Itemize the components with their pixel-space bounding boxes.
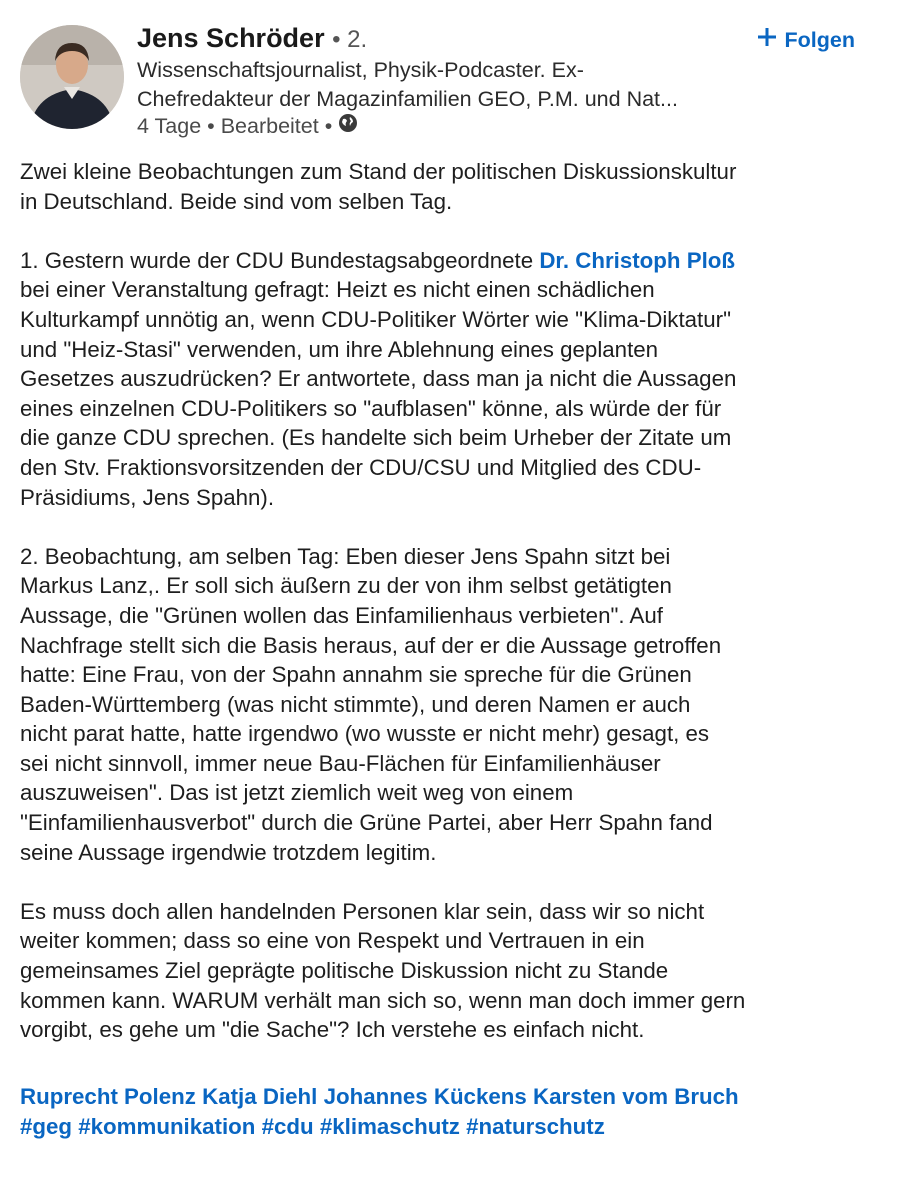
- text-line: Aussage, die "Grünen wollen das Einfamilienhaus verbieten". Auf: [20, 602, 664, 628]
- text-line: Kulturkampf unnötig an, wenn CDU-Politiker Wörter wie "Klima-Diktatur": [20, 306, 731, 332]
- paragraph-observation-1: [20, 246, 888, 512]
- text-line: "Einfamilienhausverbot" durch die Grüne Partei, aber Herr Spahn fand: [20, 810, 713, 836]
- mentions-row: [20, 1082, 888, 1112]
- mention-link[interactable]: Katja Diehl: [202, 1084, 318, 1110]
- text-line: Baden-Württemberg (was nicht stimmte), und deren Namen er auch: [20, 691, 691, 717]
- hashtag-link[interactable]: #naturschutz: [466, 1114, 605, 1139]
- globe-icon: [338, 113, 358, 138]
- post-time: 4 Tage: [137, 113, 202, 138]
- connection-degree: • 2.: [332, 26, 368, 53]
- avatar-photo: [20, 25, 124, 129]
- paragraph-conclusion: [20, 897, 888, 1045]
- text-line: Es muss doch allen handelnden Personen klar sein, dass wir so nicht: [20, 898, 705, 924]
- follow-button[interactable]: [757, 27, 855, 53]
- mentions-and-hashtags: [20, 1082, 888, 1141]
- hashtag-link[interactable]: #klimaschutz: [319, 1114, 460, 1139]
- text-line: hatte: Eine Frau, von der Spahn annahm sie spreche für die Grünen: [20, 662, 692, 688]
- paragraph-intro: [20, 157, 888, 216]
- follow-label: Folgen: [784, 27, 855, 52]
- edited-label: Bearbeitet: [220, 113, 319, 138]
- text-line: Zwei kleine Beobachtungen zum Stand der politischen Diskussionskultur: [20, 159, 737, 184]
- text-line: eines einzelnen CDU-Politikers so "aufblasen" könne, als würde der für: [20, 395, 722, 421]
- text-line: bei einer Veranstaltung gefragt: Heizt es nicht einen schädlichen: [20, 277, 655, 303]
- post-meta: [137, 113, 358, 138]
- paragraph-observation-2: [20, 542, 888, 868]
- mention-link[interactable]: Johannes Kückens: [323, 1084, 527, 1110]
- mention-link[interactable]: Dr. Christoph Ploß: [539, 247, 736, 273]
- text-line: Präsidiums, Jens Spahn).: [20, 484, 275, 510]
- text-line: Markus Lanz,. Er soll sich äußern zu der von ihm selbst getätigten: [20, 573, 672, 599]
- hashtag-link[interactable]: #geg: [20, 1114, 73, 1139]
- text-line: kommen kann. WARUM verhält man sich so, wenn man doch immer gern: [20, 987, 746, 1013]
- text-line: Gesetzes auszudrücken? Er antwortete, dass man ja nicht die Aussagen: [20, 366, 737, 392]
- mention-link[interactable]: Karsten vom Bruch: [533, 1084, 739, 1110]
- text-line: sei nicht sinnvoll, immer neue Bau-Flächen für Einfamilienhäuser: [20, 750, 661, 776]
- text-line: den Stv. Fraktionsvorsitzenden der CDU/CSU und Mitglied des CDU-: [20, 454, 702, 480]
- author-name[interactable]: Jens Schröder: [137, 23, 325, 53]
- text-line: die ganze CDU sprechen. (Es handelte sich beim Urheber der Zitate um: [20, 425, 732, 451]
- hashtags-row: [20, 1112, 888, 1142]
- text-line: in Deutschland. Beide sind vom selben Tag.: [20, 188, 453, 214]
- author-avatar[interactable]: [20, 25, 124, 129]
- author-headline: [137, 56, 737, 114]
- text-line: nicht parat hatte, hatte irgendwo (wo wusste er nicht mehr) gesagt, es: [20, 721, 710, 747]
- meta-separator: •: [324, 113, 333, 138]
- text-line: auszuweisen". Das ist jetzt ziemlich weit weg von einem: [20, 780, 574, 806]
- author-name-line: [137, 22, 367, 56]
- text-line: seine Aussage irgendwie trotzdem legitim.: [20, 839, 437, 865]
- post-header: [0, 0, 899, 150]
- hashtag-link[interactable]: #kommunikation: [78, 1114, 256, 1139]
- text-line: Nachfrage stellt sich die Basis heraus, auf der er die Aussage getroffen: [20, 632, 722, 658]
- hashtag-link[interactable]: #cdu: [261, 1114, 314, 1139]
- meta-separator: •: [207, 113, 215, 138]
- text-line: weiter kommen; dass so eine von Respekt und Vertrauen in ein: [20, 928, 645, 954]
- text-line: und "Heiz-Stasi" verwenden, um ihre Ablehnung eines geplanten: [20, 336, 659, 362]
- text-segment: 1. Gestern wurde der CDU Bundestagsabgeordnete: [20, 247, 540, 273]
- text-line: 2. Beobachtung, am selben Tag: Eben dieser Jens Spahn sitzt bei: [20, 543, 671, 569]
- post-body: [20, 157, 888, 1142]
- headline-line: Wissenschaftsjournalist, Physik-Podcaster. Ex-: [137, 58, 584, 82]
- text-line: [20, 246, 888, 276]
- headline-line: Chefredakteur der Magazinfamilien GEO, P.M. und Nat...: [137, 87, 678, 111]
- mention-link[interactable]: Ruprecht Polenz: [20, 1084, 196, 1110]
- plus-icon: [757, 27, 777, 53]
- text-line: gemeinsames Ziel geprägte politische Diskussion nicht zu Stande: [20, 958, 669, 984]
- text-line: vorgibt, es gehe um "die Sache"? Ich verstehe es einfach nicht.: [20, 1017, 645, 1043]
